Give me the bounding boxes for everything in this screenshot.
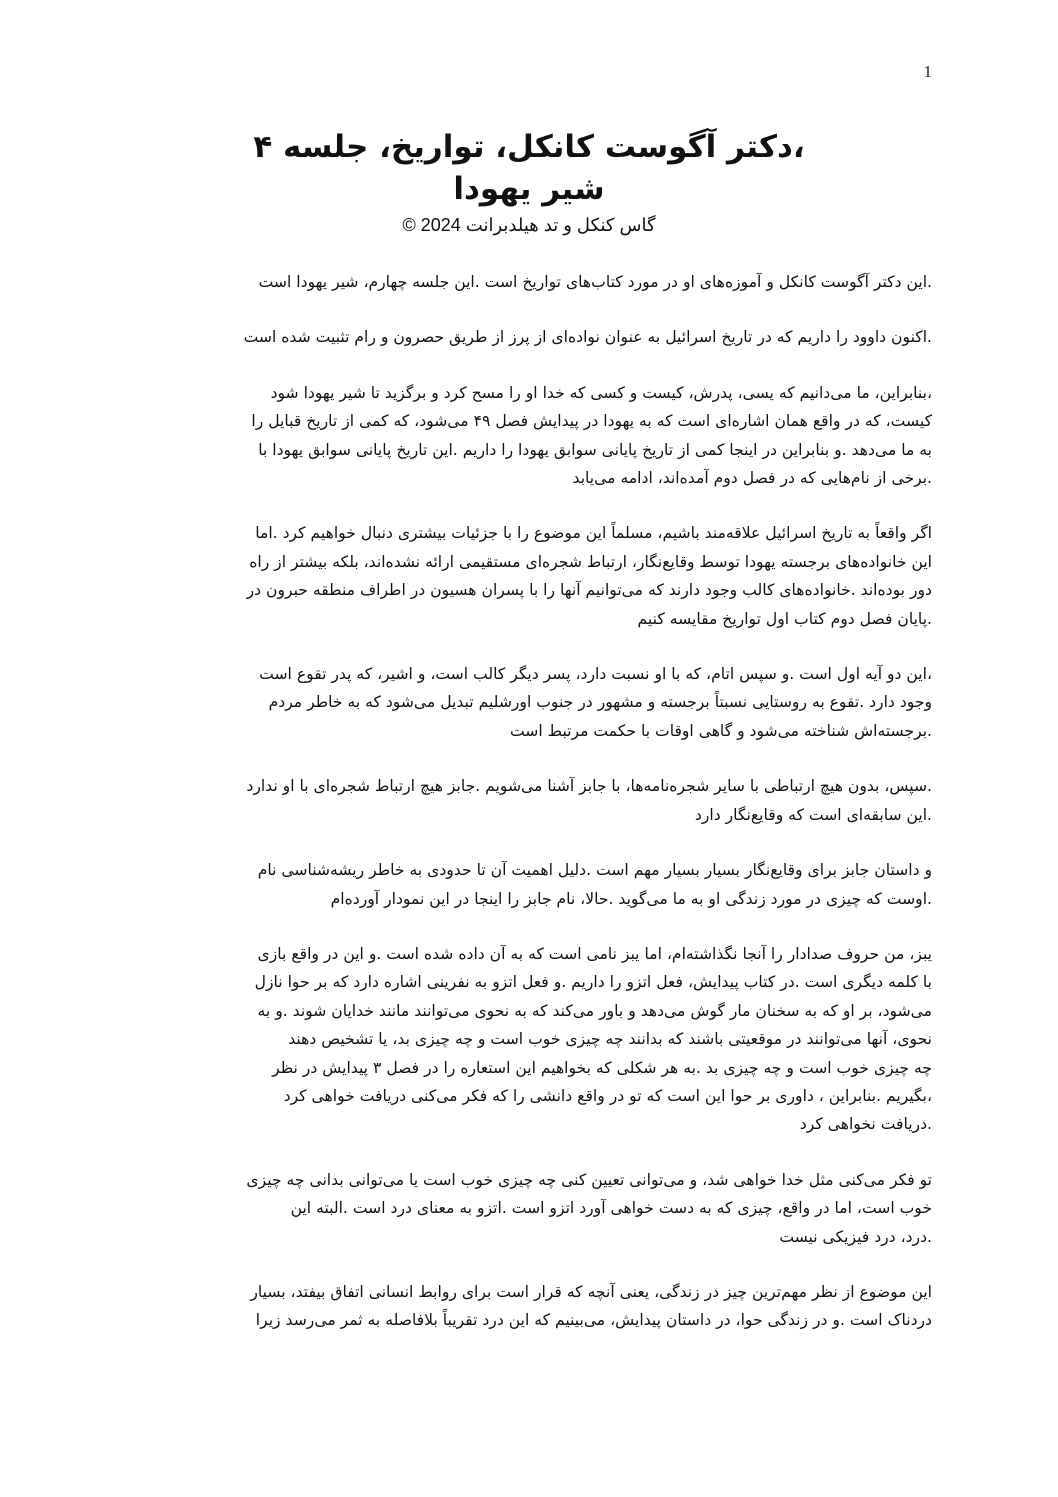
document-header (120, 126, 938, 238)
text-line: .برجسته‌اش شناخته می‌شود و گاهی اوقات با حکمت مرتبط است (510, 721, 932, 740)
text-line: وجود دارد .تقوع به روستایی نسبتاً برجسته و مشهور در جنوب اورشلیم تبدیل می‌شود که به خاطر مردم (268, 693, 932, 712)
text-line: .دریافت نخواهی کرد (799, 1115, 932, 1134)
text-line: می‌شود، بر او که به سخنان مار گوش می‌دهد و باور می‌کند که به نحوی می‌توانند مانند خدایان شوند .و به (257, 1001, 932, 1020)
paragraph-8 (126, 940, 932, 1139)
paragraph-7 (126, 856, 932, 913)
text-line: ،بنابراین، ما می‌دانیم که یسی، پدرش، کیست و کسی که خدا او را مسح کرد و برگزید تا شیر یهودا شود (270, 383, 932, 402)
text-line: .این دکتر آگوست کانکل و آموزه‌های او در مورد کتاب‌های تواریخ است .این جلسه چهارم، شیر یهودا است (258, 273, 932, 291)
text-line: چه چیزی خوب است و چه چیزی بد .به هر شکلی که بخواهیم این استعاره را در فصل ۳ پیدایش در نظر (272, 1058, 932, 1077)
text-line: ،این دو آیه اول است .و سپس اتام، که با او نسبت دارد، پسر دیگر کالب است، و اشیر، که پدر تقوع است (259, 665, 932, 684)
text-line: به ما می‌دهد .و بنابراین در اینجا کمی از تاریخ پایانی سوابق یهودا را داریم .این تاریخ پایانی سوابق یهودا با (258, 440, 932, 459)
paragraph-10 (126, 1278, 932, 1335)
page-number: 1 (923, 62, 932, 81)
text-line: ،بگیریم .بنابراین ، داوری بر حوا این است که تو در واقع دانشی را که فکر می‌کنی دریافت خواهی کرد (283, 1086, 932, 1105)
text-line: تو فکر می‌کنی مثل خدا خواهی شد، و می‌توانی تعیین کنی چه چیزی خوب است یا می‌توانی بدانی چه چیزی (246, 1170, 932, 1189)
text-line: و داستان جابز برای وقایع‌نگار بسیار بسیار مهم است .دلیل اهمیت آن تا حدودی به خاطر ریشه‌شناسی نام (257, 861, 932, 880)
text-line: .سپس، بدون هیچ ارتباطی با سایر شجره‌نامه‌ها، با جابز آشنا می‌شویم .جابز هیچ ارتباط شجره‌ای با او ندارد (246, 777, 932, 796)
text-line: اگر واقعاً به تاریخ اسرائیل علاقه‌مند باشیم، مسلماً این موضوع را با جزئیات بیشتری دنبال خواهیم کرد .اما (255, 524, 932, 543)
text-line: یبز، من حروف صدادار را آنجا نگذاشته‌ام، اما یبز نامی است که به آن داده شده است .و این در واقع بازی (257, 944, 932, 963)
paragraph-5 (126, 660, 932, 745)
paragraph-3 (126, 379, 932, 493)
text-line: .اکنون داوود را داریم که در تاریخ اسرائیل به عنوان نواده‌ای از پرز از طریق حصرون و رام تثبیت شده است (243, 328, 932, 347)
text-line: .این سابقه‌ای است که وقایع‌نگار دارد (694, 805, 932, 824)
text-line: با کلمه دیگری است .در کتاب پیدایش، فعل اتزو را داریم .و فعل اتزو به نفرینی اشاره دارد که بر حوا نازل (254, 973, 932, 992)
copyright-line: گاس کنکل و تد هیلدبرانت 2024 © (402, 215, 656, 235)
paragraph-6 (126, 772, 932, 829)
text-line: .پایان فصل دوم کتاب اول تواریخ مقایسه کنیم (637, 609, 932, 628)
text-line: نحوی، آنها می‌توانند در موقعیتی باشند که بدانند چه چیزی خوب است و چه چیزی بد، یا تشخیص دهند (288, 1030, 932, 1049)
text-line: .برخی از نام‌هایی که در فصل دوم آمده‌اند، ادامه می‌یابد (572, 469, 932, 488)
paragraph-2 (126, 323, 932, 351)
text-line: این موضوع از نظر مهم‌ترین چیز در زندگی، یعنی آنچه که قرار است برای روابط انسانی اتفاق بیفتد، بسیار (250, 1282, 932, 1301)
text-line: کیست، که در واقع همان اشاره‌ای است که به یهودا در پیدایش فصل ۴۹ می‌شود، که کمی از تاریخ قبایل را (251, 412, 932, 431)
paragraph-1 (126, 268, 932, 296)
text-line: دردناک است .و در زندگی حوا، در داستان پیدایش، می‌بینیم که این درد تقریباً بلافاصله به ثمر می‌رسد زیرا (255, 1311, 932, 1330)
document-subtitle-heading: شیر یهودا (453, 171, 605, 207)
text-line: این خانواده‌های برجسته یهودا توسط وقایع‌نگار، ارتباط شجره‌ای مستقیمی ارائه نشده‌اند، بلکه بیشتر از راه (249, 552, 932, 571)
text-line: .درد، درد فیزیکی نیست (779, 1227, 932, 1246)
document-body (126, 268, 932, 1362)
paragraph-9 (126, 1166, 932, 1251)
text-line: دور بوده‌اند .خانواده‌های کالب وجود دارند که می‌توانیم آنها را با پسران هسیون در اطراف منطقه حبرون در (246, 581, 932, 600)
paragraph-4 (126, 519, 932, 633)
text-line: .اوست که چیزی در مورد زندگی او به ما می‌گوید .حالا، نام جابز را اینجا در این نمودار آورده‌ام (330, 889, 932, 908)
document-title: ،دکتر آگوست کانکل، تواریخ، جلسه ۴ (253, 129, 805, 165)
text-line: خوب است، اما در واقع، چیزی که به دست خواهی آورد اتزو است .اتزو به معنای درد است .البته این (290, 1199, 932, 1218)
